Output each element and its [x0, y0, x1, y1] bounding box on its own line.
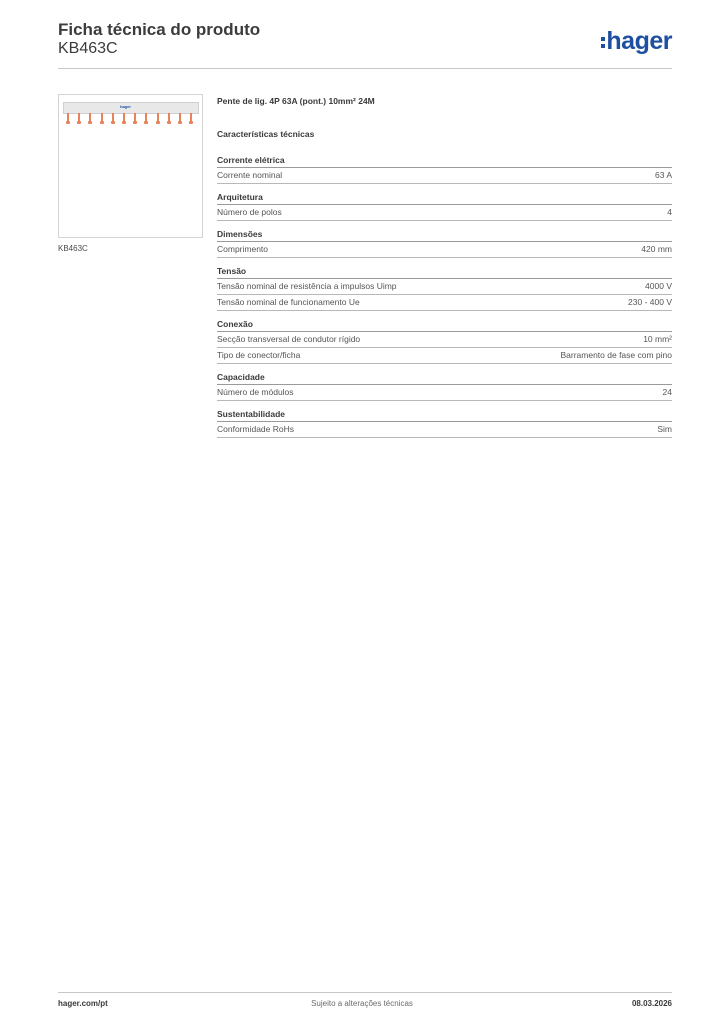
spec-value: 63 A [654, 170, 672, 180]
spec-label: Tipo de conector/ficha [217, 350, 301, 360]
logo-text: hager [606, 27, 672, 55]
spec-label: Comprimento [217, 244, 269, 254]
busbar-pin-icon [168, 113, 170, 122]
spec-value: 4 [667, 207, 672, 217]
footer-date: 08.03.2026 [631, 999, 672, 1008]
busbar-pin-icon [123, 113, 125, 122]
spec-group [217, 319, 672, 364]
spec-group-title: Tensão [217, 266, 672, 279]
footer-notice: Sujeito a alterações técnicas [311, 999, 413, 1008]
spec-group [217, 266, 672, 311]
hager-logo [601, 27, 672, 56]
spec-row [217, 168, 672, 184]
spec-value: 10 mm² [643, 334, 672, 344]
spec-row [217, 205, 672, 221]
spec-row [217, 348, 672, 364]
spec-group-title: Conexão [217, 319, 672, 332]
spec-row [217, 385, 672, 401]
image-caption: KB463C [58, 244, 88, 253]
spec-label: Conformidade RoHs [217, 424, 295, 434]
spec-group [217, 155, 672, 184]
busbar-pin-icon [67, 113, 69, 122]
spec-label: Tensão nominal de funcionamento Ue [217, 297, 360, 307]
spec-group-title: Arquitetura [217, 192, 672, 205]
busbar-pin-icon [134, 113, 136, 122]
spec-row [217, 422, 672, 438]
spec-label: Tensão nominal de resistência a impulsos Uimp [217, 281, 397, 291]
spec-label: Corrente nominal [217, 170, 283, 180]
busbar-brand-label: hager [120, 104, 131, 109]
spec-group-title: Corrente elétrica [217, 155, 672, 168]
product-image [58, 94, 203, 238]
spec-row [217, 295, 672, 311]
busbar-pin-icon [101, 113, 103, 122]
spec-value: Barramento de fase com pino [560, 350, 672, 360]
spec-value: 420 mm [641, 244, 672, 254]
spec-value: 230 - 400 V [628, 297, 672, 307]
logo-dots-icon [601, 34, 605, 51]
spec-label: Número de módulos [217, 387, 294, 397]
spec-content [217, 96, 672, 446]
busbar-pin-icon [78, 113, 80, 122]
product-name: Pente de lig. 4P 63A (pont.) 10mm² 24M [217, 96, 375, 106]
spec-value: 4000 V [645, 281, 672, 291]
spec-row [217, 279, 672, 295]
spec-label: Número de polos [217, 207, 282, 217]
spec-group-title: Sustentabilidade [217, 409, 672, 422]
section-heading: Características técnicas [217, 129, 315, 139]
busbar-pin-icon [190, 113, 192, 122]
spec-group [217, 409, 672, 438]
footer-divider [58, 992, 672, 993]
product-code: KB463C [58, 40, 118, 57]
spec-group [217, 229, 672, 258]
document-title: Ficha técnica do produto [58, 20, 261, 39]
spec-label: Secção transversal de condutor rígido [217, 334, 361, 344]
footer-website: hager.com/pt [58, 999, 108, 1008]
spec-row [217, 332, 672, 348]
header-divider [58, 68, 672, 69]
spec-groups [217, 155, 672, 438]
spec-group [217, 372, 672, 401]
spec-value: Sim [657, 424, 672, 434]
busbar-pin-icon [89, 113, 91, 122]
spec-group-title: Dimensões [217, 229, 672, 242]
busbar-pin-icon [179, 113, 181, 122]
spec-group-title: Capacidade [217, 372, 672, 385]
spec-value: 24 [662, 387, 672, 397]
spec-row [217, 242, 672, 258]
spec-group [217, 192, 672, 221]
busbar-pin-icon [145, 113, 147, 122]
busbar-pin-icon [157, 113, 159, 122]
busbar-pin-icon [112, 113, 114, 122]
